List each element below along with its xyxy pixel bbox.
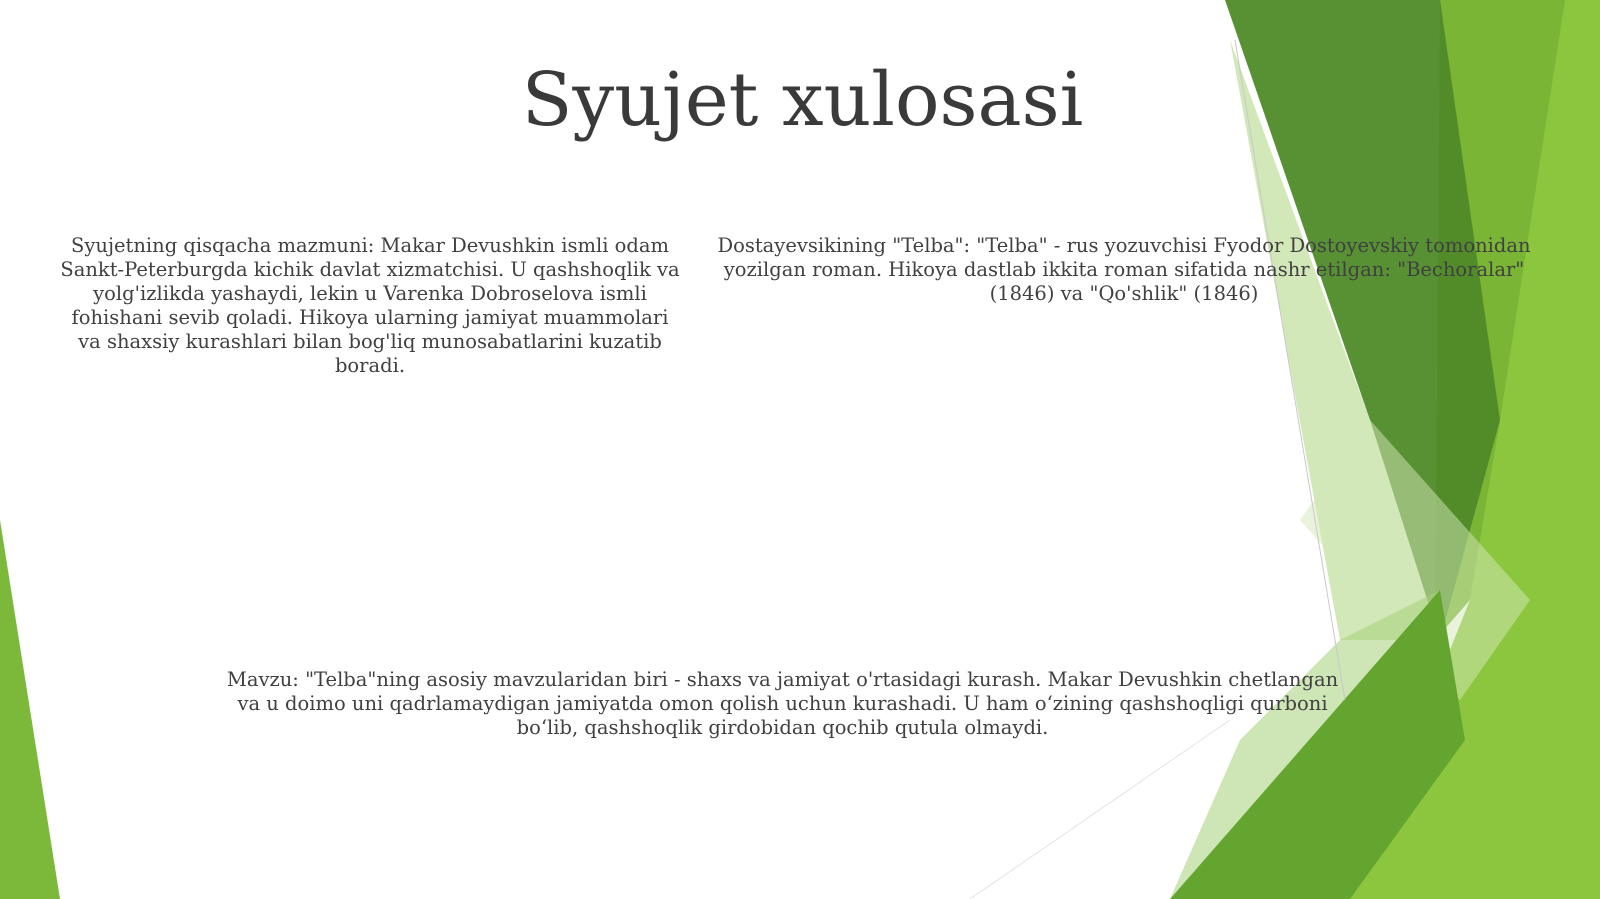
theme-text: Mavzu: "Telba"ning asosiy mavzularidan biri - shaxs va jamiyat o'rtasidagi kurash. Makar Devushkin chetlangan va u doimo uni qadrlamaydigan jamiyatda omon qolish uchun kurashadi. U ham o‘zining qashshoqligi qurboni bo‘lib, qashshoqlik girdobidan qochib qutula olmaydi.: [226, 668, 1339, 739]
left-green-facet: [0, 520, 60, 899]
slide-title: Syujet xulosasi: [521, 57, 1084, 143]
plot-summary-text: Syujetning qisqacha mazmuni: Makar Devushkin ismli odam Sankt-Peterburgda kichik davlat xizmatchisi. U qashshoqlik va yolg'izlikda yashaydi, lekin u Varenka Dobroselova ismli fohishani sevib qoladi. Hikoya ularning jamiyat muammolari va shaxsiy kurashlari bilan bog'liq munosabatlarini kuzatib boradi.: [60, 234, 680, 377]
novel-intro-text: Dostayevsikining "Telba": "Telba" - rus yozuvchisi Fyodor Dostoyevskiy tomonidan yozilgan roman. Hikoya dastlab ikkita roman sifatida nashr etilgan: "Bechoralar" (1846) va "Qo'shlik" (1846): [717, 234, 1531, 305]
